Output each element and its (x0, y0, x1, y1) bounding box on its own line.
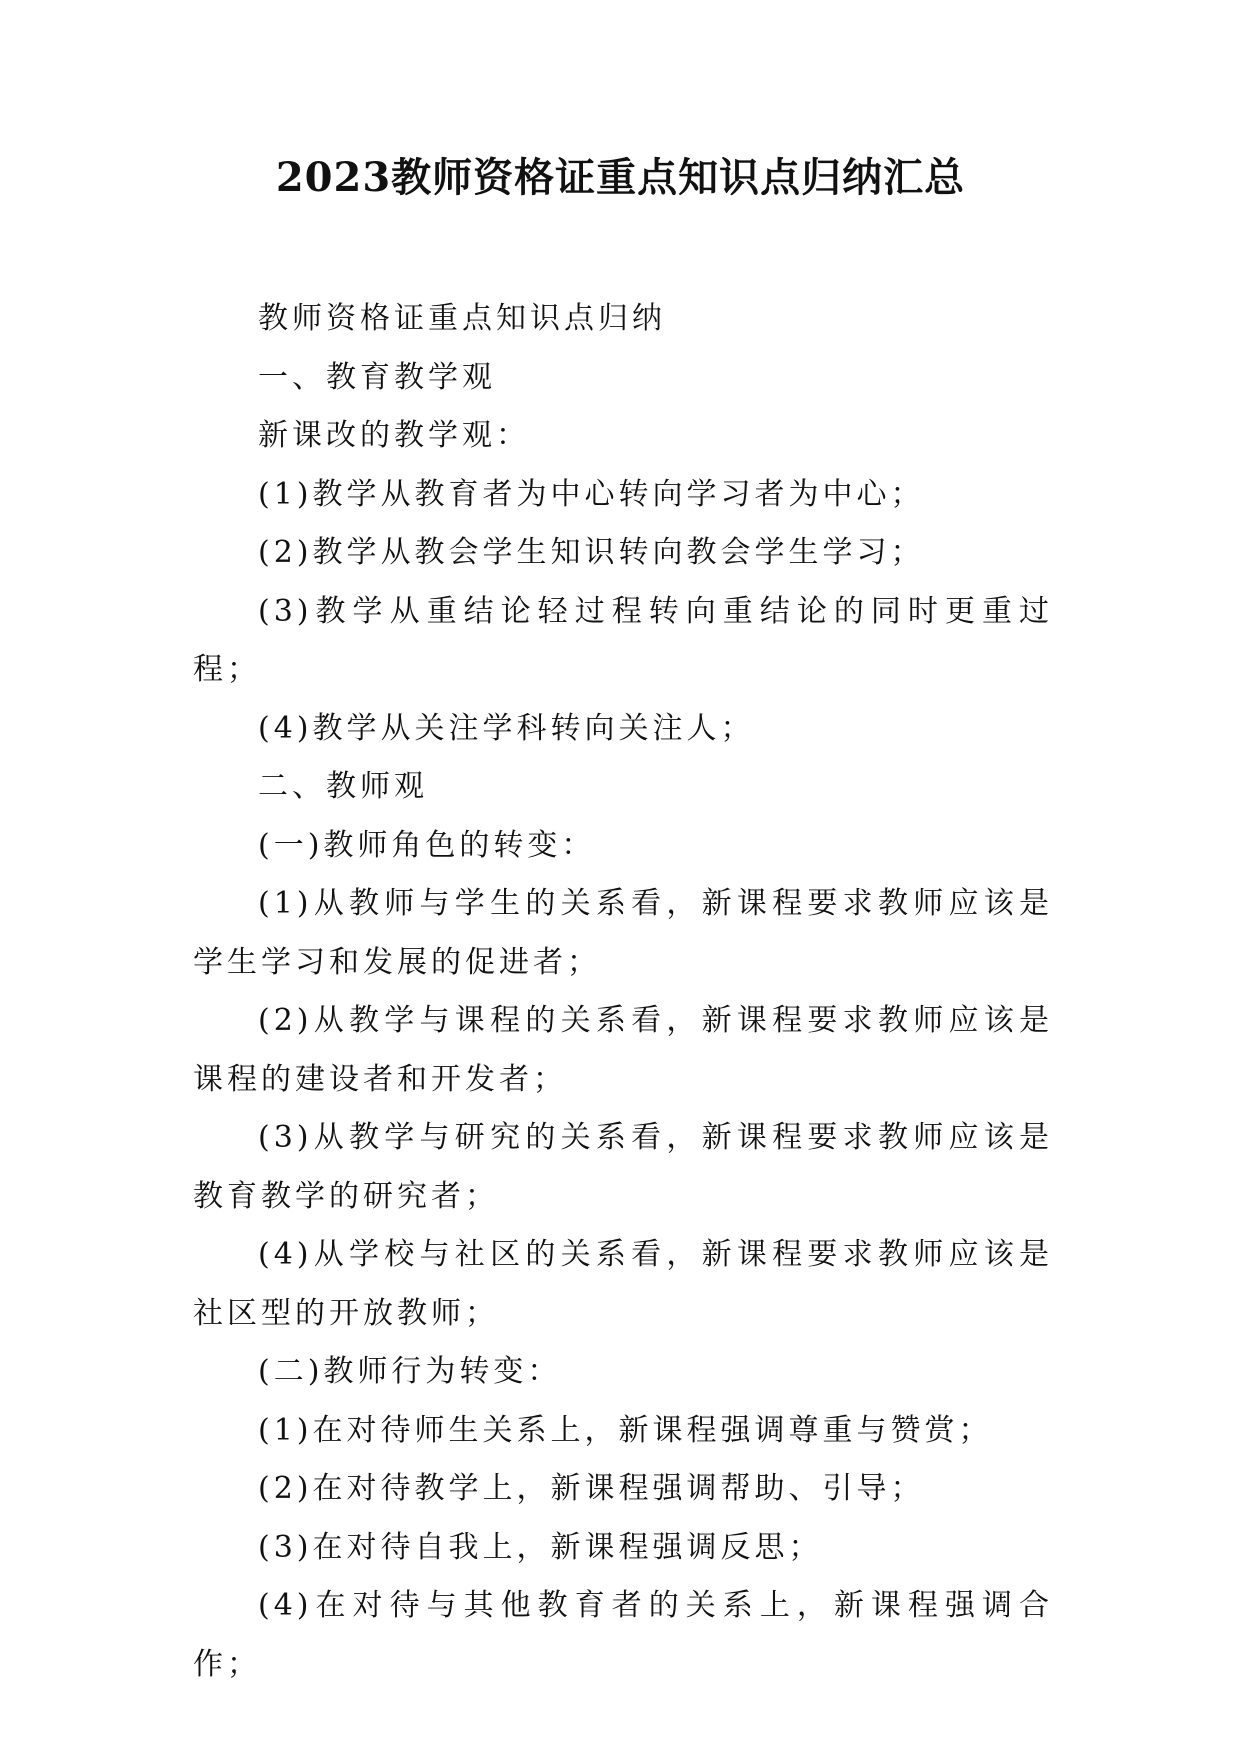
list-item: (2)从教学与课程的关系看，新课程要求教师应该是课程的建设者和开发者； (193, 1003, 1053, 1097)
list-item: (1)从教师与学生的关系看，新课程要求教师应该是学生学习和发展的促进者； (193, 886, 1053, 980)
list-item: (2)在对待教学上，新课程强调帮助、引导； (258, 1471, 925, 1506)
list-item: (4)教学从关注学科转向关注人； (258, 710, 755, 746)
document-body (193, 290, 1053, 1694)
paragraph: 新课改的教学观： (258, 418, 530, 453)
list-item: (1)教学从教育者为中心转向学习者为中心； (258, 476, 925, 512)
list-item: (1)在对待师生关系上，新课程强调尊重与赞赏； (258, 1412, 993, 1448)
list-item: (3)教学从重结论轻过程转向重结论的同时更重过程； (193, 593, 1053, 687)
paragraph: 教师资格证重点知识点归纳 (258, 301, 666, 336)
section-heading: 一、教育教学观 (258, 359, 496, 395)
list-item: (3)在对待自我上，新课程强调反思； (258, 1529, 823, 1565)
list-item: (4)在对待与其他教育者的关系上，新课程强调合作； (193, 1588, 1053, 1682)
subsection-heading: (二)教师行为转变： (258, 1354, 562, 1389)
document-title: 2023教师资格证重点知识点归纳汇总 (275, 154, 966, 201)
list-item: (2)教学从教会学生知识转向教会学生学习； (258, 535, 925, 570)
list-item: (3)从教学与研究的关系看，新课程要求教师应该是教育教学的研究者； (193, 1120, 1053, 1214)
list-item: (4)从学校与社区的关系看，新课程要求教师应该是社区型的开放教师； (193, 1237, 1053, 1331)
section-heading: 二、教师观 (258, 769, 428, 804)
subsection-heading: (一)教师角色的转变： (258, 827, 596, 863)
